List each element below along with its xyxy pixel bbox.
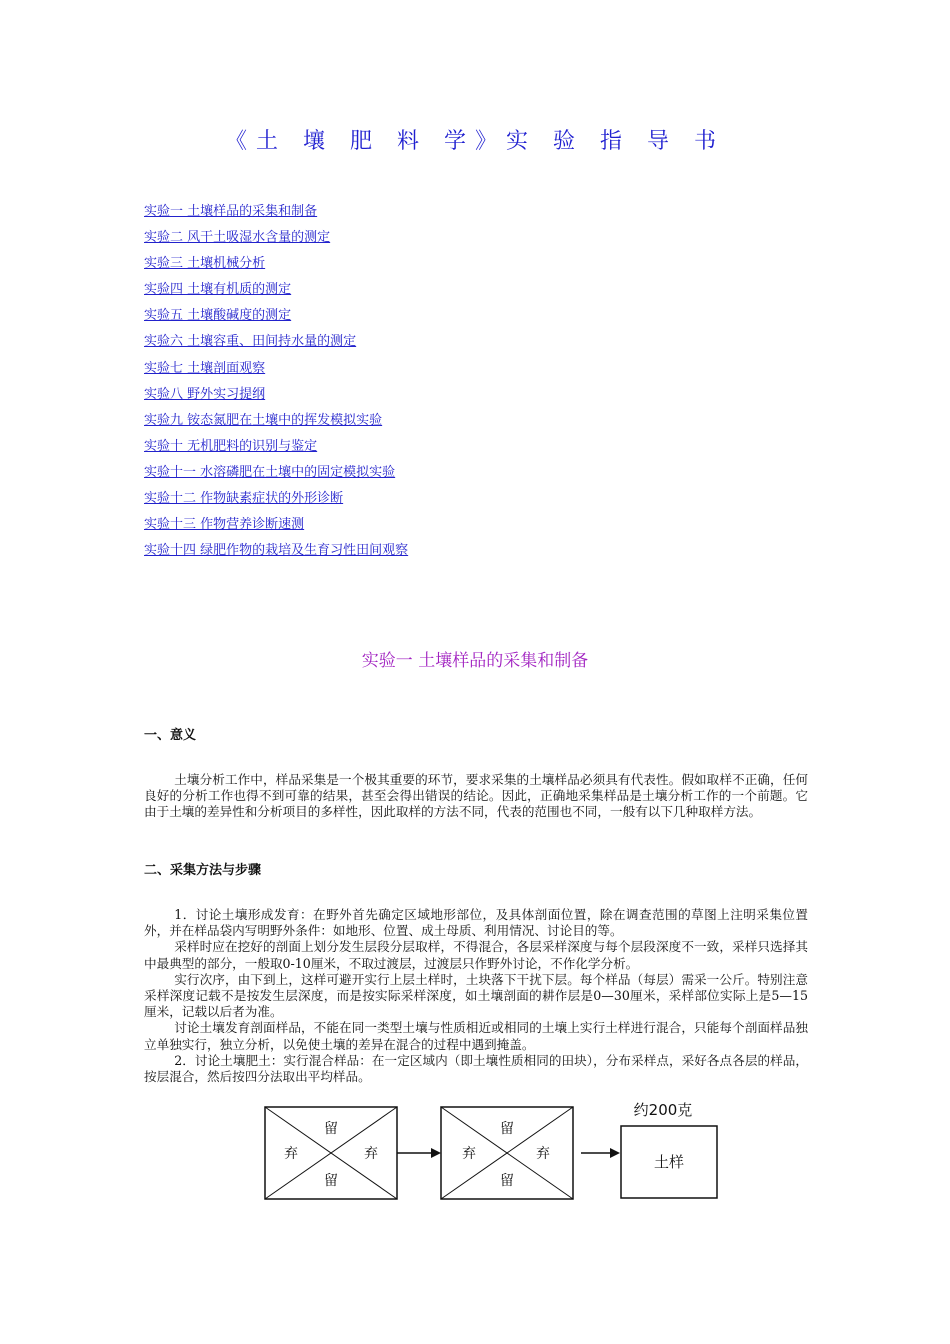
box1-bottom-label: 留 bbox=[324, 1173, 338, 1189]
box2-right-label: 弃 bbox=[536, 1146, 550, 1162]
toc-item bbox=[144, 488, 408, 514]
toc-item bbox=[144, 540, 408, 566]
experiment-title: 实验一 土壤样品的采集和制备 bbox=[361, 651, 589, 671]
toc-link-11[interactable]: 实验十一 水溶磷肥在土壤中的固定模拟实验 bbox=[144, 464, 396, 480]
toc-item bbox=[144, 227, 408, 253]
section-heading-methods: 二、采集方法与步骤 bbox=[144, 863, 262, 878]
section-heading-significance: 一、意义 bbox=[144, 728, 197, 743]
paragraph: 讨论土壤发育剖面样品，不能在同一类型土壤与性质相近或相同的土壤上实行土样进行混合，只能每个剖面样品独立单独实行，独立分析，以免使土壤的差异在混合的过程中遇到掩盖。 bbox=[144, 1020, 808, 1052]
box1-left-label: 弃 bbox=[284, 1146, 298, 1162]
toc-item bbox=[144, 331, 408, 357]
quartering-method-diagram bbox=[255, 1095, 725, 1210]
box2-bottom-label: 留 bbox=[500, 1173, 514, 1189]
toc-item bbox=[144, 279, 408, 305]
toc-link-13[interactable]: 实验十三 作物营养诊断速测 bbox=[144, 517, 305, 533]
paragraph: 实行次序，由下到上，这样可避开实行上层土样时，土块落下干扰下层。每个样品（每层）需采一公斤。特别注意采样深度记载不是按发生层深度，而是按实际采样深度，如土壤剖面的耕作层是0—30厘米，采样部位实际上是5—15厘米，记载以后者为准。 bbox=[144, 971, 808, 1020]
toc-link-7[interactable]: 实验七 土壤剖面观察 bbox=[144, 360, 266, 376]
toc-item bbox=[144, 201, 408, 227]
significance-text bbox=[144, 772, 808, 821]
weight-label: 约200克 bbox=[633, 1101, 693, 1119]
toc-item bbox=[144, 410, 408, 436]
result-label: 土样 bbox=[653, 1153, 685, 1171]
paragraph: 采样时应在挖好的剖面上划分发生层段分层取样，不得混合，各层采样深度与每个层段深度不一致，采样只选择其中最典型的部分，一般取0-10厘米，不取过渡层，过渡层只作野外讨论，不作化学分析。 bbox=[144, 939, 808, 971]
toc-link-1[interactable]: 实验一 土壤样品的采集和制备 bbox=[144, 204, 318, 219]
toc-link-5[interactable]: 实验五 土壤酸碱度的测定 bbox=[144, 308, 292, 324]
toc-link-4[interactable]: 实验四 土壤有机质的测定 bbox=[144, 282, 292, 298]
toc-item bbox=[144, 305, 408, 331]
arrow-2-head bbox=[610, 1148, 620, 1158]
table-of-contents bbox=[144, 201, 408, 566]
toc-link-9[interactable]: 实验九 铵态氮肥在土壤中的挥发模拟实验 bbox=[144, 412, 383, 428]
toc-link-10[interactable]: 实验十 无机肥料的识别与鉴定 bbox=[144, 438, 318, 454]
toc-link-12[interactable]: 实验十二 作物缺素症状的外形诊断 bbox=[144, 491, 344, 507]
toc-link-2[interactable]: 实验二 风干土吸湿水含量的测定 bbox=[144, 230, 331, 246]
toc-link-6[interactable]: 实验六 土壤容重、田间持水量的测定 bbox=[144, 334, 357, 350]
methods-text bbox=[144, 907, 808, 1085]
toc-link-3[interactable]: 实验三 土壤机械分析 bbox=[144, 256, 266, 272]
box2-left-label: 弃 bbox=[462, 1146, 476, 1162]
toc-item bbox=[144, 514, 408, 540]
box2-top-label: 留 bbox=[500, 1121, 514, 1137]
box1-top-label: 留 bbox=[324, 1121, 338, 1137]
paragraph: 2．讨论土壤肥土：实行混合样品：在一定区域内（即土壤性质相同的田块），分布采样点，采好各点各层的样品，按层混合，然后按四分法取出平均样品。 bbox=[144, 1052, 808, 1085]
toc-item bbox=[144, 358, 408, 384]
paragraph: 土壤分析工作中，样品采集是一个极其重要的环节，要求采集的土壤样品必须具有代表性。假如取样不正确，任何良好的分析工作也得不到可靠的结果，甚至会得出错误的结论。因此，正确地采集样品是土壤分析工作的一个前题。它由于土壤的差异性和分析项目的多样性，因此取样的方法不同，代表的范围也不同，一般有以下几种取样方法。 bbox=[144, 772, 808, 820]
toc-link-8[interactable]: 实验八 野外实习提纲 bbox=[144, 386, 266, 402]
paragraph: 1．讨论土壤形成发育：在野外首先确定区域地形部位，及具体剖面位置，除在调查范围的草图上注明采集位置外，并在样品袋内写明野外条件：如地形、位置、成土母质、利用情况、讨论目的等。 bbox=[144, 907, 808, 939]
box1-right-label: 弃 bbox=[364, 1146, 378, 1162]
document-title: 《土 壤 肥 料 学》实 验 指 导 书 bbox=[225, 129, 725, 154]
toc-item bbox=[144, 384, 408, 410]
toc-item bbox=[144, 462, 408, 488]
toc-item bbox=[144, 253, 408, 279]
toc-item bbox=[144, 436, 408, 462]
toc-link-14[interactable]: 实验十四 绿肥作物的栽培及生育习性田间观察 bbox=[144, 543, 409, 559]
arrow-1-head bbox=[431, 1148, 441, 1158]
